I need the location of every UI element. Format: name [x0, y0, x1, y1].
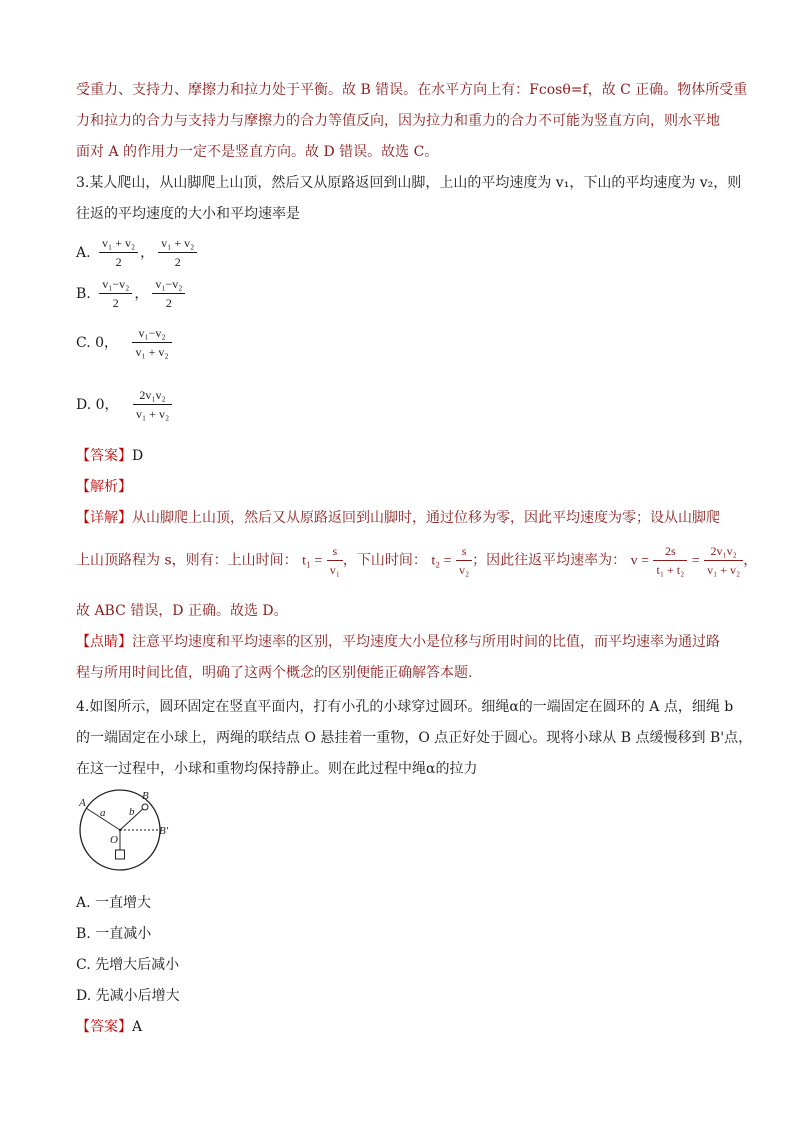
q4-option-d: D. 先减小后增大 [76, 988, 180, 1004]
detail-text: 从山脚爬上山顶，然后又从原路返回到山脚时，通过位移为零，因此平均速度为零；设从山脚爬 [132, 510, 720, 526]
option-label: D. 0， [76, 396, 119, 413]
v-fraction-2 [704, 544, 743, 577]
q3-detail-line-2 [76, 544, 757, 577]
q3-detail-line-3: 故 ABC 错误，D 正确。故选 D。 [76, 603, 288, 619]
note-tag: 【点睛】 [76, 634, 132, 650]
numerator: 2s [653, 544, 687, 561]
label-b-prime: B' [159, 825, 169, 837]
q4-option-b: B. 一直减小 [76, 926, 152, 942]
ring-diagram [70, 786, 170, 872]
label-string-a: a [100, 807, 106, 819]
separator: ， [134, 285, 149, 302]
detail-tag: 【详解】 [76, 510, 132, 526]
label-string-b: b [129, 806, 135, 818]
q4-stem-line-1: 4.如图所示，圆环固定在竖直平面内，打有小孔的小球穿过圆环。细绳α的一端固定在圆环的 A 点，细绳 b [76, 699, 734, 715]
option-label: A. [76, 244, 91, 261]
t1-lhs: t₁ = [302, 553, 323, 569]
explanation-line-3: 面对 A 的作用力一定不是竖直方向。故 D 错误。故选 C。 [76, 144, 439, 160]
q4-answer [76, 1017, 142, 1037]
fraction [158, 236, 197, 269]
t1-fraction [327, 544, 343, 577]
option-label: C. 0， [76, 334, 119, 351]
detail-text: ， [743, 552, 758, 569]
fraction [99, 277, 132, 310]
numerator: 2v₁v₂ [704, 544, 743, 561]
denominator: v₁ [329, 563, 340, 577]
v-lhs: v = [630, 553, 650, 569]
note-text: 注意平均速度和平均速率的区别，平均速度大小是位移与所用时间的比值，而平均速率为通过路 [132, 634, 720, 650]
detail-text: ；因此往返平均速率为： [472, 552, 627, 569]
q3-detail-line-1 [76, 508, 720, 528]
label-a-point: A [79, 797, 86, 809]
fraction [99, 236, 138, 269]
fraction [152, 277, 185, 310]
small-ball [142, 804, 148, 810]
q3-option-c [76, 326, 172, 359]
node-o [119, 829, 121, 831]
q3-option-b [76, 277, 185, 310]
denominator: v₁ + v₂ [136, 407, 170, 421]
option-label: B. [76, 285, 91, 302]
denominator: 2 [115, 255, 122, 269]
fraction [132, 326, 171, 359]
label-b-point: B [142, 790, 149, 802]
numerator: v₁−v₂ [132, 326, 171, 343]
numerator: v₁−v₂ [99, 277, 132, 294]
numerator: v₁−v₂ [152, 277, 185, 294]
explanation-line-1: 受重力、支持力、摩擦力和拉力处于平衡。故 B 错误。在水平方向上有：Fcosθ=f，故 C 正确。物体所受重 [76, 82, 748, 98]
q3-analysis-tag: 【解析】 [76, 479, 132, 495]
q4-option-c: C. 先增大后减小 [76, 957, 180, 973]
label-o: O [110, 834, 118, 846]
q3-option-d [76, 388, 172, 421]
detail-text: 上山顶路程为 s，则有：上山时间： [76, 552, 298, 569]
denominator: 2 [112, 296, 119, 310]
q3-stem-line-2: 往返的平均速度的大小和平均速率是 [76, 206, 300, 222]
denominator: t₁ + t₂ [656, 563, 685, 577]
q3-answer [76, 446, 143, 466]
denominator: v₂ [458, 563, 470, 577]
denominator: 2 [165, 296, 172, 310]
numerator: v₁ + v₂ [158, 236, 197, 253]
detail-text: ，下山时间： [342, 552, 427, 569]
q3-note-line-1 [76, 632, 720, 652]
t2-lhs: t₂ = [431, 553, 452, 569]
q3-stem-line-1: 3.某人爬山，从山脚爬上山顶，然后又从原路返回到山脚，上山的平均速度为 v₁，下山的平均速度为 v₂，则 [76, 175, 742, 191]
numerator: 2v₁v₂ [133, 388, 172, 405]
answer-value: D [132, 448, 144, 464]
q4-stem-line-3: 在这一过程中，小球和重物均保持静止。则在此过程中绳α的拉力 [76, 761, 478, 777]
weight-block [116, 850, 125, 859]
q4-stem-line-2: 的一端固定在小球上，两绳的联结点 O 悬挂着一重物，O 点正好处于圆心。现将小球从 B 点缓慢移到 B'点， [76, 730, 753, 746]
q4-option-a: A. 一直增大 [76, 895, 152, 911]
answer-value: A [132, 1019, 143, 1035]
v-fraction-1 [653, 544, 687, 577]
t2-fraction [456, 544, 472, 577]
denominator: 2 [174, 255, 181, 269]
denominator: v₁ + v₂ [707, 563, 741, 577]
numerator: v₁ + v₂ [99, 236, 138, 253]
fraction [133, 388, 172, 421]
q3-note-line-2: 程与所用时间比值，明确了这两个概念的区别便能正确解答本题. [76, 665, 473, 681]
equals: = [691, 553, 700, 569]
explanation-line-2: 力和拉力的合力与支持力与摩擦力的合力等值反向，因为拉力和重力的合力不可能为竖直方向，则水平地 [76, 113, 720, 129]
numerator: s [327, 544, 343, 561]
answer-tag: 【答案】 [76, 1019, 132, 1035]
answer-tag: 【答案】 [76, 448, 132, 464]
numerator: s [456, 544, 472, 561]
denominator: v₁ + v₂ [135, 345, 169, 359]
q3-option-a [76, 236, 197, 269]
separator: ， [140, 244, 155, 261]
